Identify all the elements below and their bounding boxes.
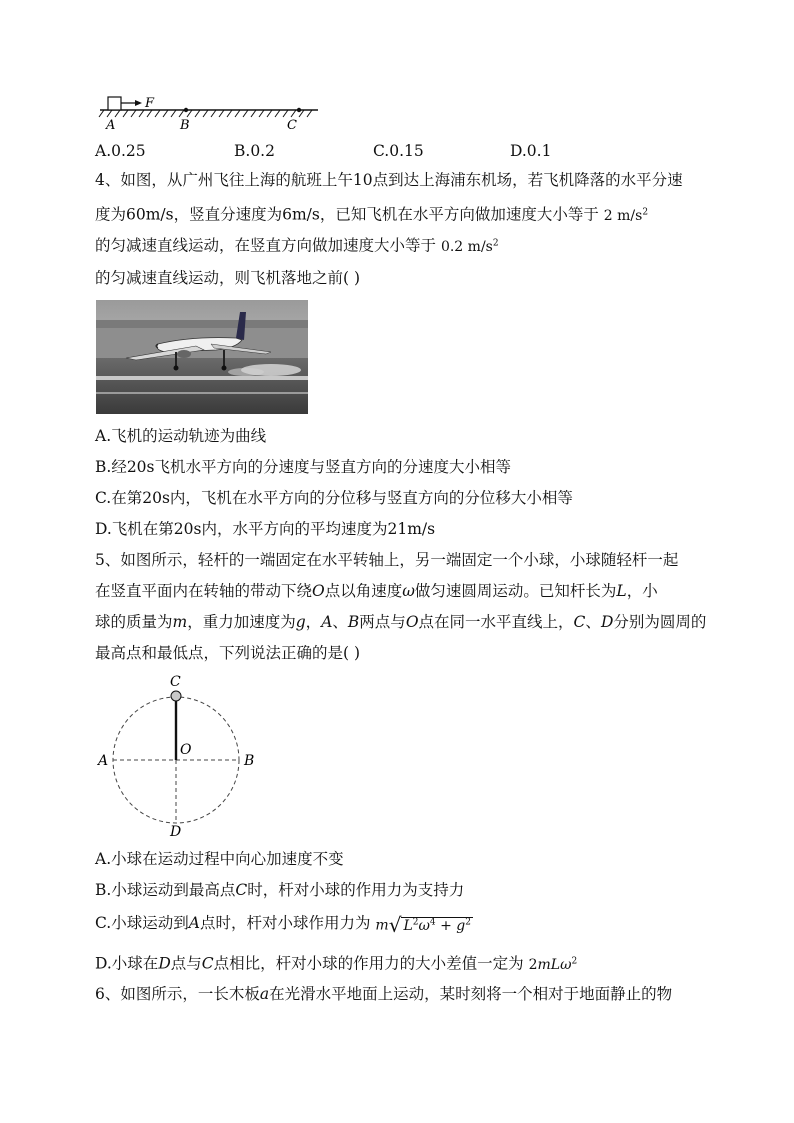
ball	[171, 691, 181, 701]
q4-option-d: D.飞机在第20s内，水平方向的平均速度为21m/s	[95, 520, 436, 538]
q3-option-b: B.0.2	[234, 142, 275, 160]
q5-option-c: C.小球运动到A点时，杆对小球作用力为 m√ $L^2\omega^4 + g^2$	[95, 912, 471, 937]
circle-diagram	[96, 670, 266, 840]
force-diagram	[96, 92, 326, 134]
q3-option-d: D.0.1	[510, 142, 552, 160]
point-b	[184, 108, 188, 112]
q3-option-a: A.0.25	[95, 142, 146, 160]
label-d: D	[170, 824, 182, 840]
q5-stem-line2: 在竖直平面内在转轴的带动下绕O点以角速度ω做匀速圆周运动。已知杆长为L，小	[95, 582, 658, 600]
q5-stem-line1: 5、如图所示，轻杆的一端固定在水平转轴上，另一端固定一个小球，小球随轻杆一起	[95, 551, 679, 569]
q3-option-c: C.0.15	[373, 142, 424, 160]
q5-stem-line3: 球的质量为m，重力加速度为g，A、B两点与O点在同一水平直线上，C、D分别为圆周的	[95, 613, 707, 631]
formula-d: 2mLω$^2$	[528, 956, 578, 973]
point-c	[297, 108, 301, 112]
label-c: C	[287, 118, 297, 133]
q4-option-c: C.在第20s内，飞机在水平方向的分位移与竖直方向的分位移大小相等	[95, 489, 573, 507]
formula-c: m√ $L^2\omega^4 + g^2$	[375, 912, 471, 937]
q5-option-a: A.小球在运动过程中向心加速度不变	[95, 850, 344, 868]
q5-option-d: D.小球在D点与C点相比，杆对小球的作用力的大小差值一定为 2mLω$^2$	[95, 954, 578, 973]
q4-stem-line2: 度为60m/s，竖直分速度为6m/s，已知飞机在水平方向做加速度大小等于 2 $m/s^2$	[95, 205, 649, 224]
block	[108, 97, 121, 110]
q4-stem-line1: 4、如图，从广州飞往上海的航班上午10点到达上海浦东机场，若飞机降落的水平分速	[95, 171, 683, 189]
q4-option-b: B.经20s飞机水平方向的分速度与竖直方向的分速度大小相等	[95, 458, 511, 476]
q5-option-b: B.小球运动到最高点C时，杆对小球的作用力为支持力	[95, 881, 465, 899]
q6-stem-line1: 6、如图所示，一长木板a在光滑水平地面上运动，某时刻将一个相对于地面静止的物	[95, 985, 673, 1003]
q5-stem-line4: 最高点和最低点，下列说法正确的是( )	[95, 644, 361, 662]
label-b: B	[244, 753, 255, 769]
q4-option-a: A.飞机的运动轨迹为曲线	[95, 427, 267, 445]
q4-stem-line4: 的匀减速直线运动，则飞机落地之前( )	[95, 269, 361, 287]
label-c: C	[170, 674, 181, 690]
airplane-landing-photo	[96, 300, 308, 414]
label-a: A	[98, 753, 109, 769]
label-a: A	[106, 118, 116, 133]
label-b: B	[180, 118, 190, 133]
q4-stem-line3: 的匀减速直线运动，在竖直方向做加速度大小等于 0.2 $m/s^2$	[95, 236, 499, 255]
label-f: F	[145, 96, 155, 111]
label-o: O	[180, 742, 192, 758]
